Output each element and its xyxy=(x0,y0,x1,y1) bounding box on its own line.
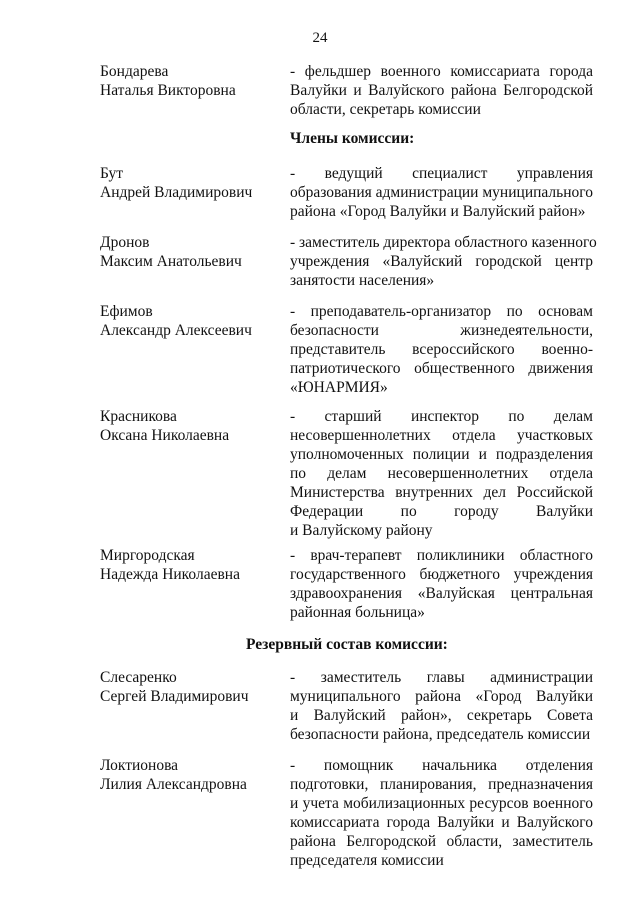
person-name xyxy=(100,546,280,584)
given-names: Надежда Николаевна xyxy=(100,566,240,583)
person-name xyxy=(100,62,280,100)
role-line: уполномоченных полиции и подразделения xyxy=(290,446,593,463)
person-name xyxy=(100,407,280,445)
role-line: безопасности жизнедеятельности, xyxy=(290,322,593,339)
person-name xyxy=(100,302,280,340)
members-heading: Члены комиссии: xyxy=(290,130,415,147)
role-line: и Валуйский район», секретарь Совета xyxy=(290,707,593,724)
person-role xyxy=(290,233,597,290)
person-role xyxy=(290,407,593,540)
given-names: Андрей Владимирович xyxy=(100,184,253,201)
role-line: учреждения «Валуйский городской центр xyxy=(290,253,593,270)
given-names: Оксана Николаевна xyxy=(100,427,230,444)
role-line: занятости населения» xyxy=(290,272,435,289)
surname: Локтионова xyxy=(100,757,179,774)
role-line: безопасности района, председатель комиссии xyxy=(290,726,591,743)
role-line: подготовки, планирования, предназначения xyxy=(290,776,593,793)
given-names: Максим Анатольевич xyxy=(100,253,242,270)
role-line: председателя комиссии xyxy=(290,852,444,869)
role-line: - заместитель директора областного казенного xyxy=(290,234,597,251)
person-role xyxy=(290,756,593,870)
role-line: образования администрации муниципального xyxy=(290,184,593,201)
role-line: представитель всероссийского военно- xyxy=(290,341,593,358)
role-line: и Валуйскому району xyxy=(290,522,433,539)
role-line: «ЮНАРМИЯ» xyxy=(290,379,388,396)
surname: Слесаренко xyxy=(100,669,177,686)
role-line: района «Город Валуйки и Валуйский район» xyxy=(290,203,586,220)
role-line: по делам несовершеннолетних отдела xyxy=(290,465,593,482)
person-role xyxy=(290,302,593,397)
role-line: Валуйки и Валуйского района Белгородской xyxy=(290,82,593,99)
role-line: комиссариата города Валуйки и Валуйского xyxy=(290,814,593,831)
role-line: - фельдшер военного комиссариата города xyxy=(290,63,593,80)
person-name xyxy=(100,233,280,271)
role-line: муниципального района «Город Валуйки xyxy=(290,688,593,705)
role-line: - старший инспектор по делам xyxy=(290,408,593,425)
person-role xyxy=(290,668,593,744)
surname: Бут xyxy=(100,165,124,182)
person-role xyxy=(290,62,593,119)
surname: Бондарева xyxy=(100,63,169,80)
role-line: - ведущий специалист управления xyxy=(290,165,593,182)
role-line: патриотического общественного движения xyxy=(290,360,593,377)
page-number: 24 xyxy=(312,30,328,46)
given-names: Лилия Александровна xyxy=(100,776,247,793)
role-line: - помощник начальника отделения xyxy=(290,757,593,774)
person-name xyxy=(100,164,280,202)
surname: Ефимов xyxy=(100,303,153,320)
role-line: районная больница» xyxy=(290,604,425,621)
person-role xyxy=(290,164,593,221)
role-line: - преподаватель-организатор по основам xyxy=(290,303,593,320)
role-line: - врач-терапевт поликлиники областного xyxy=(290,547,593,564)
role-line: Министерства внутренних дел Российской xyxy=(290,484,593,501)
role-line: государственного бюджетного учреждения xyxy=(290,566,593,583)
given-names: Сергей Владимирович xyxy=(100,688,249,705)
surname: Миргородская xyxy=(100,547,195,564)
given-names: Александр Алексеевич xyxy=(100,322,252,339)
role-line: Федерации по городу Валуйки xyxy=(290,503,593,520)
reserve-heading: Резервный состав комиссии: xyxy=(246,636,448,653)
surname: Красникова xyxy=(100,408,177,425)
role-line: области, секретарь комиссии xyxy=(290,101,481,118)
role-line: района Белгородской области, заместитель xyxy=(290,833,593,850)
role-line: и учета мобилизационных ресурсов военного xyxy=(290,795,593,812)
person-name xyxy=(100,756,280,794)
given-names: Наталья Викторовна xyxy=(100,82,236,99)
role-line: - заместитель главы администрации xyxy=(290,669,593,686)
person-name xyxy=(100,668,280,706)
person-role xyxy=(290,546,593,622)
surname: Дронов xyxy=(100,234,150,251)
role-line: несовершеннолетних отдела участковых xyxy=(290,427,593,444)
role-line: здравоохранения «Валуйская центральная xyxy=(290,585,593,602)
